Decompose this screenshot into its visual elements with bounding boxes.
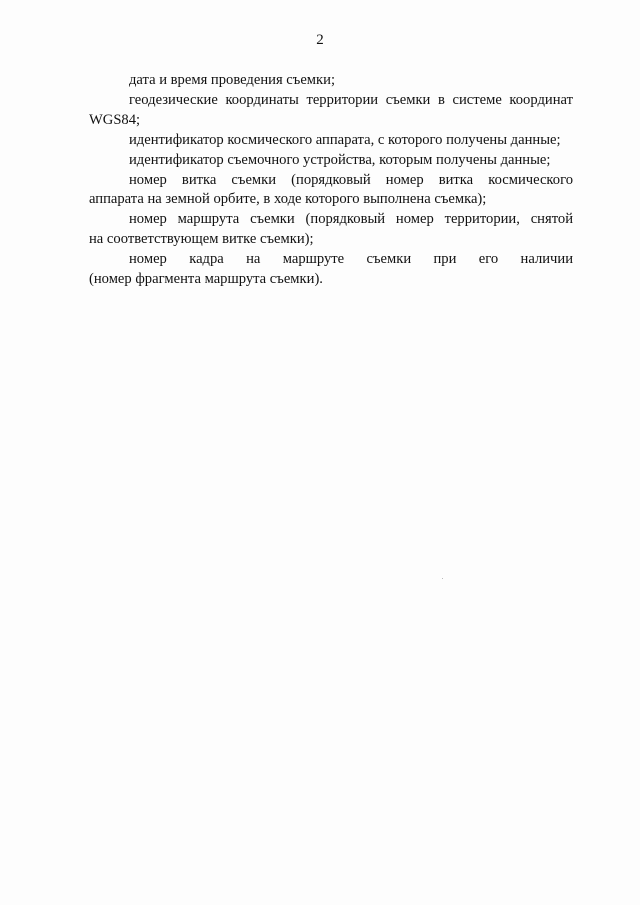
paragraph-line: номер витка съемки (порядковый номер витка космического xyxy=(129,171,573,188)
paragraph-line: WGS84; xyxy=(89,111,141,128)
paragraph-shooting-datetime xyxy=(89,71,573,91)
paragraph-line: идентификатор космического аппарата, с которого получены данные; xyxy=(129,131,561,148)
paragraph-line: геодезические координаты территории съемки в системе координат xyxy=(129,91,573,108)
paragraph-line: на соответствующем витке съемки); xyxy=(89,231,314,248)
document-body xyxy=(89,71,573,290)
paragraph-spacecraft-id xyxy=(89,131,573,151)
paragraph-frame-number-cont xyxy=(89,270,573,290)
paragraph-route-number-cont xyxy=(89,230,573,250)
paragraph-geodetic-coordinates-cont xyxy=(89,111,573,131)
paragraph-line: аппарата на земной орбите, в ходе которого выполнена съемка); xyxy=(89,191,487,208)
paragraph-frame-number xyxy=(89,250,573,270)
paragraph-orbit-number xyxy=(89,171,573,191)
scan-speck xyxy=(442,578,443,579)
paragraph-line: идентификатор съемочного устройства, которым получены данные; xyxy=(129,151,551,168)
page-number: 2 xyxy=(316,32,324,48)
paragraph-geodetic-coordinates xyxy=(89,91,573,111)
paragraph-line: номер кадра на маршруте съемки при его наличии xyxy=(129,251,573,268)
paragraph-line: дата и время проведения съемки; xyxy=(129,72,335,88)
paragraph-line: (номер фрагмента маршрута съемки). xyxy=(89,271,323,288)
paragraph-route-number xyxy=(89,210,573,230)
paragraph-device-id xyxy=(89,151,573,171)
paragraph-orbit-number-cont xyxy=(89,190,573,210)
paragraph-line: номер маршрута съемки (порядковый номер территории, снятой xyxy=(129,211,573,228)
